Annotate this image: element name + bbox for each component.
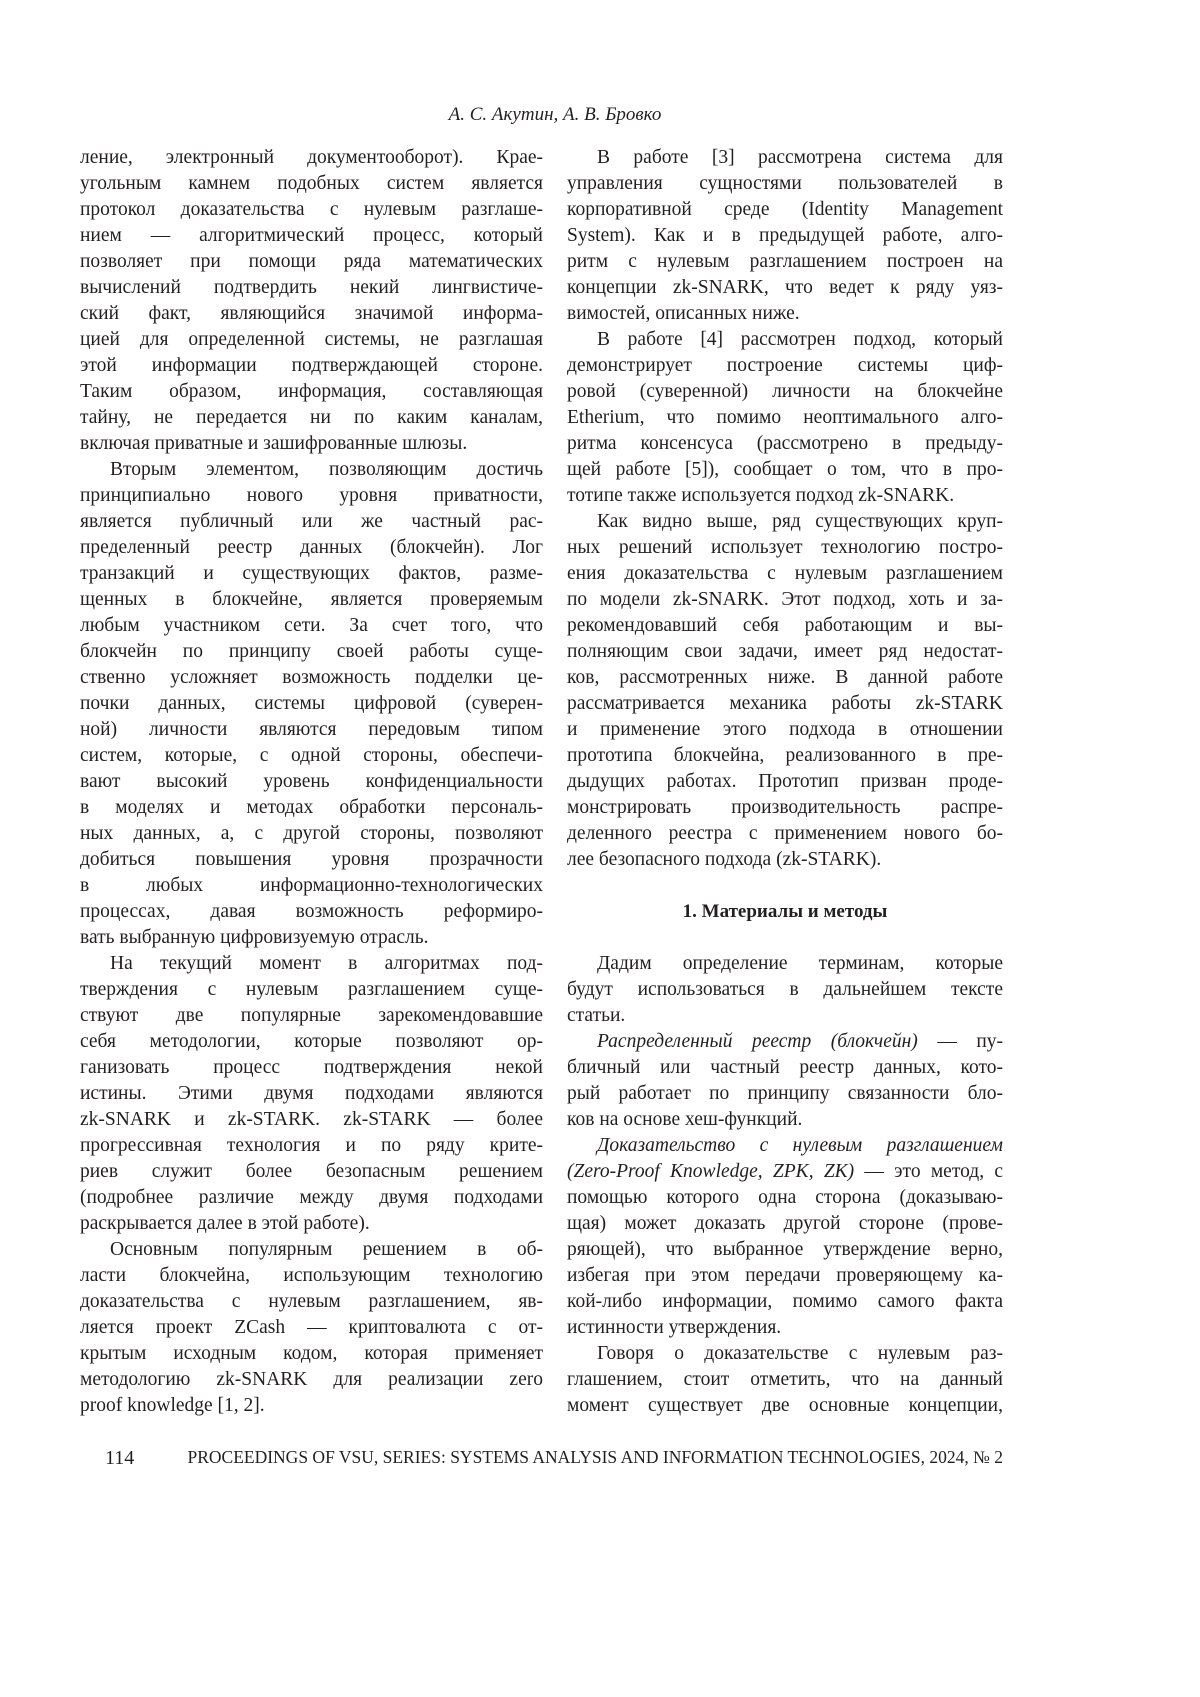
text-segment: почки данных, системы цифровой (суверен- <box>80 693 543 714</box>
text-line <box>567 977 1003 1003</box>
text-segment: ляется проект ZCash — криптовалюта с от- <box>80 1317 543 1338</box>
text-line <box>567 1341 1003 1367</box>
text-line <box>80 431 543 457</box>
text-line <box>80 1315 543 1341</box>
text-line <box>567 1029 1003 1055</box>
text-segment: Как видно выше, ряд существующих круп- <box>597 511 1003 532</box>
text-segment: рый работает по принципу связанности бло- <box>567 1083 1003 1104</box>
text-segment: себя методологии, которые позволяют ор- <box>80 1031 543 1052</box>
text-segment: монстрировать производительность распре- <box>567 797 1003 818</box>
text-line <box>80 639 543 665</box>
paragraph <box>567 145 1003 327</box>
text-segment: корпоративной среде (Identity Management <box>567 199 1003 220</box>
text-line <box>80 1263 543 1289</box>
text-line <box>567 197 1003 223</box>
paragraph <box>567 1133 1003 1341</box>
text-segment: систем, которые, с одной стороны, обеспечи- <box>80 745 543 766</box>
text-line <box>80 691 543 717</box>
text-line <box>567 431 1003 457</box>
text-line <box>567 1289 1003 1315</box>
text-segment: ряющей), что выбранное утверждение верно, <box>567 1239 1003 1260</box>
text-segment: помощью которого одна сторона (доказываю- <box>567 1187 1003 1208</box>
text-line <box>80 327 543 353</box>
italic-term: Доказательство с нулевым разглашением <box>597 1135 1003 1156</box>
text-segment: протокол доказательства с нулевым разглаше- <box>80 199 543 220</box>
text-line <box>567 457 1003 483</box>
text-segment: Основным популярным решением в об- <box>110 1239 543 1260</box>
journal-title: PROCEEDINGS OF VSU, SERIES: SYSTEMS ANALYSIS AND INFORMATION TECHNOLOGIES, 2024, № 2 <box>187 1447 1003 1470</box>
text-line <box>80 769 543 795</box>
text-segment: ствуют две популярные зарекомендовавшие <box>80 1005 543 1026</box>
text-segment: риев служит более безопасным решением <box>80 1161 543 1182</box>
text-line <box>567 561 1003 587</box>
text-segment: концепции zk-SNARK, что ведет к ряду уяз- <box>567 277 1003 298</box>
text-line <box>567 587 1003 613</box>
text-line <box>80 1159 543 1185</box>
text-line <box>567 821 1003 847</box>
section-heading: 1. Материалы и методы <box>567 899 1003 925</box>
text-line <box>80 275 543 301</box>
text-line <box>80 1185 543 1211</box>
text-segment: — это метод, с <box>854 1161 1003 1182</box>
text-line <box>567 171 1003 197</box>
text-segment: рекомендовавший себя работающим и вы- <box>567 615 1003 636</box>
text-segment: Таким образом, информация, составляющая <box>80 381 543 402</box>
right-column <box>567 145 1003 1419</box>
text-segment: статьи. <box>567 1005 625 1026</box>
text-segment: щенных в блокчейне, является проверяемым <box>80 589 543 610</box>
italic-term: Распределенный реестр (блокчейн) <box>597 1031 918 1052</box>
text-segment: крытым исходным кодом, которая применяет <box>80 1343 543 1364</box>
text-line <box>80 821 543 847</box>
text-segment: Говоря о доказательстве с нулевым раз- <box>597 1343 1003 1364</box>
text-segment: момент существует две основные концепции, <box>567 1395 1003 1416</box>
paragraph <box>80 457 543 951</box>
text-line <box>80 1341 543 1367</box>
text-segment: рассматривается механика работы zk-STARK <box>567 693 1003 714</box>
text-segment: ственно усложняет возможность подделки це- <box>80 667 543 688</box>
text-segment: управления сущностями пользователей в <box>567 173 1003 194</box>
running-header: А. С. Акутин, А. В. Бровко <box>0 104 1110 126</box>
paragraph <box>567 1341 1003 1419</box>
text-segment: щая) может доказать другой стороне (прове- <box>567 1213 1003 1234</box>
text-line <box>567 847 1003 873</box>
text-line <box>80 249 543 275</box>
text-segment: ных данных, а, с другой стороны, позволяют <box>80 823 543 844</box>
text-segment: щей работе [5]), сообщает о том, что в про- <box>567 459 1003 480</box>
text-line <box>567 717 1003 743</box>
text-line <box>567 405 1003 431</box>
text-line <box>567 1055 1003 1081</box>
text-line <box>567 353 1003 379</box>
text-line <box>567 665 1003 691</box>
text-segment: избегая при этом передачи проверяющему ка- <box>567 1265 1003 1286</box>
text-line <box>567 223 1003 249</box>
text-line <box>567 327 1003 353</box>
text-line <box>567 1263 1003 1289</box>
text-segment: полняющим свои задачи, имеет ряд недостат- <box>567 641 1003 662</box>
text-line <box>80 509 543 535</box>
text-line <box>80 899 543 925</box>
page-number: 114 <box>105 1447 134 1470</box>
text-segment: угольным камнем подобных систем является <box>80 173 543 194</box>
text-line <box>80 457 543 483</box>
text-line <box>80 613 543 639</box>
text-segment: блокчейн по принципу своей работы суще- <box>80 641 543 662</box>
text-segment: вимостей, описанных ниже. <box>567 303 800 324</box>
text-segment: — пу- <box>918 1031 1003 1052</box>
text-segment: вать выбранную цифровизуемую отрасль. <box>80 927 429 948</box>
text-line <box>80 1367 543 1393</box>
text-line <box>567 1133 1003 1159</box>
text-segment: ление, электронный документооборот). Крае- <box>80 147 543 168</box>
text-line <box>567 1107 1003 1133</box>
text-line <box>80 561 543 587</box>
text-line <box>567 1237 1003 1263</box>
text-line <box>80 1393 543 1419</box>
text-line <box>80 1081 543 1107</box>
text-line <box>80 405 543 431</box>
text-line <box>567 1393 1003 1419</box>
text-segment: ков на основе хеш-функций. <box>567 1109 802 1130</box>
text-line <box>80 171 543 197</box>
text-segment: вычислений подтвердить некий лингвистиче- <box>80 277 543 298</box>
text-line <box>80 1029 543 1055</box>
text-segment: ровой (суверенной) личности на блокчейне <box>567 381 1003 402</box>
text-line <box>567 1159 1003 1185</box>
text-segment: транзакций и существующих фактов, разме- <box>80 563 543 584</box>
text-line <box>80 951 543 977</box>
text-segment: пределенный реестр данных (блокчейн). Лог <box>80 537 543 558</box>
text-line <box>80 223 543 249</box>
text-segment: нием — алгоритмический процесс, который <box>80 225 543 246</box>
text-line <box>80 717 543 743</box>
text-line <box>567 1211 1003 1237</box>
text-segment: (подробнее различие между двумя подходами <box>80 1187 543 1208</box>
text-line <box>567 249 1003 275</box>
text-segment: тверждения с нулевым разглашением суще- <box>80 979 543 1000</box>
text-line <box>80 1133 543 1159</box>
text-segment: глашением, стоит отметить, что на данный <box>567 1369 1003 1390</box>
text-line <box>80 1107 543 1133</box>
text-line <box>80 795 543 821</box>
text-line <box>80 925 543 951</box>
text-segment: ения доказательства с нулевым разглашением <box>567 563 1003 584</box>
text-segment: тайну, не передается ни по каким каналам, <box>80 407 543 428</box>
text-line <box>80 743 543 769</box>
text-segment: истинности утверждения. <box>567 1317 781 1338</box>
text-segment: принципиально нового уровня приватности, <box>80 485 543 506</box>
page-footer <box>105 1447 1003 1470</box>
text-line <box>567 795 1003 821</box>
left-column <box>80 145 543 1419</box>
text-line <box>80 1211 543 1237</box>
text-segment: бличный или частный реестр данных, кото- <box>567 1057 1003 1078</box>
text-segment: вают высокий уровень конфиденциальности <box>80 771 543 792</box>
text-segment: раскрывается далее в этой работе). <box>80 1213 370 1234</box>
text-segment: ласти блокчейна, использующим технологию <box>80 1265 543 1286</box>
text-line <box>80 483 543 509</box>
text-segment: будут использоваться в дальнейшем тексте <box>567 979 1003 1000</box>
text-line <box>80 665 543 691</box>
text-line <box>567 691 1003 717</box>
text-line <box>567 743 1003 769</box>
paragraph <box>80 951 543 1237</box>
text-segment: деленного реестра с применением нового бо- <box>567 823 1003 844</box>
text-line <box>80 301 543 327</box>
text-line <box>567 275 1003 301</box>
text-line <box>567 1081 1003 1107</box>
text-line <box>80 145 543 171</box>
paragraph <box>567 327 1003 509</box>
text-segment: В работе [4] рассмотрен подход, который <box>597 329 1003 350</box>
text-segment: ков, рассмотренных ниже. В данной работе <box>567 667 1003 688</box>
text-segment: доказательства с нулевым разглашением, яв- <box>80 1291 543 1312</box>
text-line <box>567 769 1003 795</box>
text-segment: ритм с нулевым разглашением построен на <box>567 251 1003 272</box>
paragraph <box>567 509 1003 873</box>
text-line <box>567 1003 1003 1029</box>
text-segment: цией для определенной системы, не разглашая <box>80 329 543 350</box>
text-line <box>80 197 543 223</box>
text-segment: В работе [3] рассмотрена система для <box>597 147 1003 168</box>
text-segment: процессах, давая возможность реформиро- <box>80 901 543 922</box>
text-segment: лее безопасного подхода (zk-STARK). <box>567 849 881 870</box>
text-line <box>567 379 1003 405</box>
paragraph <box>567 1029 1003 1133</box>
text-segment: демонстрирует построение системы циф- <box>567 355 1003 376</box>
text-segment: в любых информационно-технологических <box>80 875 543 896</box>
text-line <box>80 379 543 405</box>
text-line <box>567 1185 1003 1211</box>
text-segment: позволяет при помощи ряда математических <box>80 251 543 272</box>
right-column-text-after-heading <box>567 951 1003 1419</box>
text-segment: ных решений использует технологию постро- <box>567 537 1003 558</box>
text-segment: по модели zk-SNARK. Этот подход, хоть и за- <box>567 589 1003 610</box>
text-segment: и применение этого подхода в отношении <box>567 719 1003 740</box>
text-segment: Вторым элементом, позволяющим достичь <box>110 459 543 480</box>
text-line <box>80 1289 543 1315</box>
text-segment: ский факт, являющийся значимой информа- <box>80 303 543 324</box>
text-line <box>567 509 1003 535</box>
text-segment: proof knowledge [1, 2]. <box>80 1395 265 1416</box>
paragraph <box>80 145 543 457</box>
text-segment: добиться повышения уровня прозрачности <box>80 849 543 870</box>
text-segment: ной) личности являются передовым типом <box>80 719 543 740</box>
text-line <box>80 1055 543 1081</box>
text-segment: любым участником сети. За счет того, что <box>80 615 543 636</box>
text-segment: этой информации подтверждающей стороне. <box>80 355 543 376</box>
paragraph <box>80 1237 543 1419</box>
text-line <box>80 353 543 379</box>
text-line <box>80 977 543 1003</box>
text-segment: тотипе также используется подход zk-SNARK. <box>567 485 954 506</box>
text-line <box>567 613 1003 639</box>
text-line <box>567 1315 1003 1341</box>
text-segment: прототипа блокчейна, реализованного в пре- <box>567 745 1003 766</box>
text-segment: истины. Этими двумя подходами являются <box>80 1083 543 1104</box>
text-line <box>567 639 1003 665</box>
italic-term: (Zero-Proof Knowledge, ZPK, ZK) <box>567 1161 854 1182</box>
text-line <box>567 951 1003 977</box>
text-segment: кой-либо информации, помимо самого факта <box>567 1291 1003 1312</box>
text-segment: прогрессивная технология и по ряду крите- <box>80 1135 543 1156</box>
text-line <box>80 873 543 899</box>
text-segment: Etherium, что помимо неоптимального алго- <box>567 407 1003 428</box>
text-line <box>80 1237 543 1263</box>
text-segment: является публичный или же частный рас- <box>80 511 543 532</box>
text-line <box>567 1367 1003 1393</box>
text-segment: System). Как и в предыдущей работе, алго- <box>567 225 1003 246</box>
text-segment: ритма консенсуса (рассмотрено в предыду- <box>567 433 1003 454</box>
text-segment: дыдущих работах. Прототип призван проде- <box>567 771 1003 792</box>
text-segment: Дадим определение терминам, которые <box>597 953 1003 974</box>
text-line <box>567 535 1003 561</box>
paragraph <box>567 951 1003 1029</box>
text-segment: zk-SNARK и zk-STARK. zk-STARK — более <box>80 1109 543 1130</box>
text-segment: в моделях и методах обработки персональ- <box>80 797 543 818</box>
text-segment: На текущий момент в алгоритмах под- <box>110 953 543 974</box>
text-line <box>80 847 543 873</box>
text-line <box>567 483 1003 509</box>
text-segment: включая приватные и зашифрованные шлюзы. <box>80 433 467 454</box>
right-column-text-before-heading <box>567 145 1003 873</box>
text-segment: методологию zk-SNARK для реализации zero <box>80 1369 543 1390</box>
text-line <box>567 301 1003 327</box>
text-line <box>80 587 543 613</box>
text-line <box>80 535 543 561</box>
text-line <box>80 1003 543 1029</box>
text-line <box>567 145 1003 171</box>
text-segment: ганизовать процесс подтверждения некой <box>80 1057 543 1078</box>
